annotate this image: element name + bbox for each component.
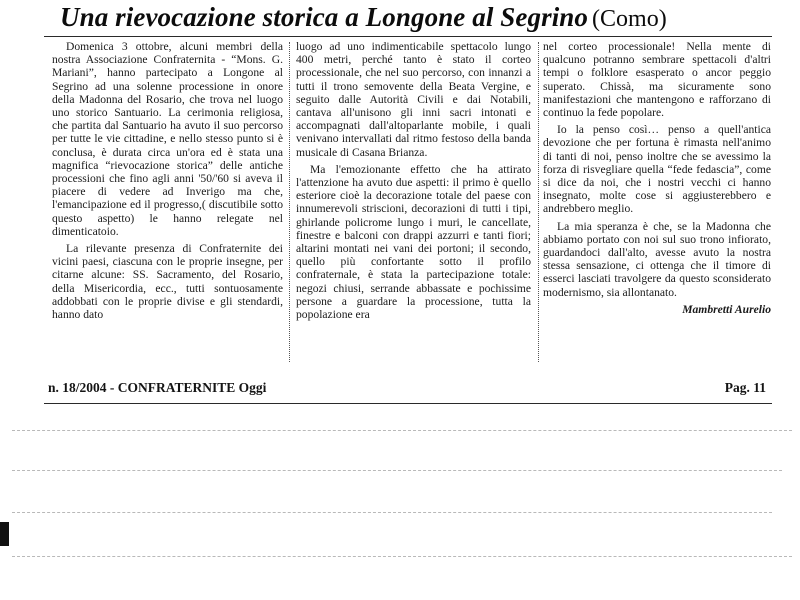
footer-rule bbox=[44, 403, 772, 404]
page-footer bbox=[44, 380, 772, 398]
column-divider-1 bbox=[289, 42, 290, 362]
column-1-paragraph-1: Domenica 3 ottobre, alcuni membri della nostra Associazione Confraternita - “Mons. G. Mariani”, hanno partecipato a Longone al Segrino ad una solenne processione in onore della Madonna del Rosario, che trova nel luogo uno storico Santuario. La cerimonia religiosa, che partita dal Santuario ha avuto il suo percorso per tutte le vie cittadine, e nello stesso punto si è conclusa, è durata circa un'ora ed è stata una magnifica “rievocazione storica” delle antiche processioni che fino agli anni '50/'60 si aveva il piacere di vedere ad Inverigo ma che, l'emancipazione ed il progresso,( discutibile sotto questo aspetto) le hanno relegate nel dimenticatoio. bbox=[52, 40, 283, 238]
article-title-place: (Como) bbox=[592, 6, 667, 32]
page-number: Pag. 11 bbox=[724, 380, 766, 395]
article-title bbox=[60, 2, 780, 33]
article-column-2 bbox=[296, 40, 531, 325]
column-3-paragraph-2: Io la penso così… penso a quell'antica devozione che per fortuna è rimasta nell'animo di tanti di noi, penso inoltre che se avessimo la forza di risvegliare quella “fede fedascia”, come si dice da noi, che i nostri vecchi ci hanno insegnato, molte cose si aggiusterebbero e andrebbero meglio. bbox=[543, 123, 771, 216]
column-1-paragraph-2: La rilevante presenza di Confraternite dei vicini paesi, ciascuna con le proprie insegne, per citarne alcune: SS. Sacramento, del Rosario, della Misericordia, ecc., tutti sontuosamente addobbati con le proprie divise e gli stendardi, hanno dato bbox=[52, 242, 283, 322]
column-2-paragraph-1: luogo ad uno indimenticabile spettacolo lungo 400 metri, perché tanto è stato il corteo processionale, che nel suo percorso, con innanzi a tutti il trono semovente della Beata Vergine, e seguito dalle Autorità Civili e dai Notabili, cantava all'unisono gli inni sacri intonati e accompagnati dall'altoparlante mobile, i quali venivano intervallati dal ritmo festoso della banda musicale di Casana Brianza. bbox=[296, 40, 531, 159]
column-3-paragraph-3: La mia speranza è che, se la Madonna che abbiamo portato con noi sul suo trono infiorato, guardandoci dall'alto, avesse avuto la nostra stessa sensazione, ci ottenga che il timore di esserci lasciati travolgere da questo sconsiderato modernismo, sia allontanato. bbox=[543, 219, 771, 299]
article-column-3 bbox=[543, 40, 771, 316]
article-column-1 bbox=[52, 40, 283, 325]
column-2-paragraph-2: Ma l'emozionante effetto che ha attirato l'attenzione ha avuto due aspetti: il primo è quello esteriore cioè la decorazione totale del paese con innumerevoli striscioni, decorazioni di tutti i tipi, ghirlande policrome lungo i muri, le cancellate, finestre e balconi con drappi azzurri e tanti fiori; altarini montati nei vani dei portoni; il secondo, quello più confortante sotto il profilo confraternale, è stata la partecipazione totale: negozi chiusi, serrande abbassate e pochissime persone a guardare la processione, tutta la popolazione era bbox=[296, 162, 531, 322]
scan-noise-line bbox=[12, 430, 792, 431]
article-title-main: Una rievocazione storica a Longone al Segrino bbox=[60, 2, 589, 32]
issue-label: n. 18/2004 - CONFRATERNITE Oggi bbox=[48, 380, 267, 395]
scan-noise-line bbox=[12, 470, 782, 471]
title-rule bbox=[44, 36, 772, 37]
scan-noise-line bbox=[12, 556, 792, 557]
author-signature: Mambretti Aurelio bbox=[682, 302, 771, 316]
scan-noise-line bbox=[12, 512, 772, 513]
column-3-paragraph-1: nel corteo processionale! Nella mente di qualcuno potranno sembrare spettacoli d'altri tempi o folklore esasperato o ancor peggio superato. Chissà, ma sicuramente sono manifestazioni che mantengono e rafforzano di continuo la fede popolare. bbox=[543, 40, 771, 120]
scan-edge-mark bbox=[0, 522, 9, 546]
column-divider-2 bbox=[538, 42, 539, 362]
